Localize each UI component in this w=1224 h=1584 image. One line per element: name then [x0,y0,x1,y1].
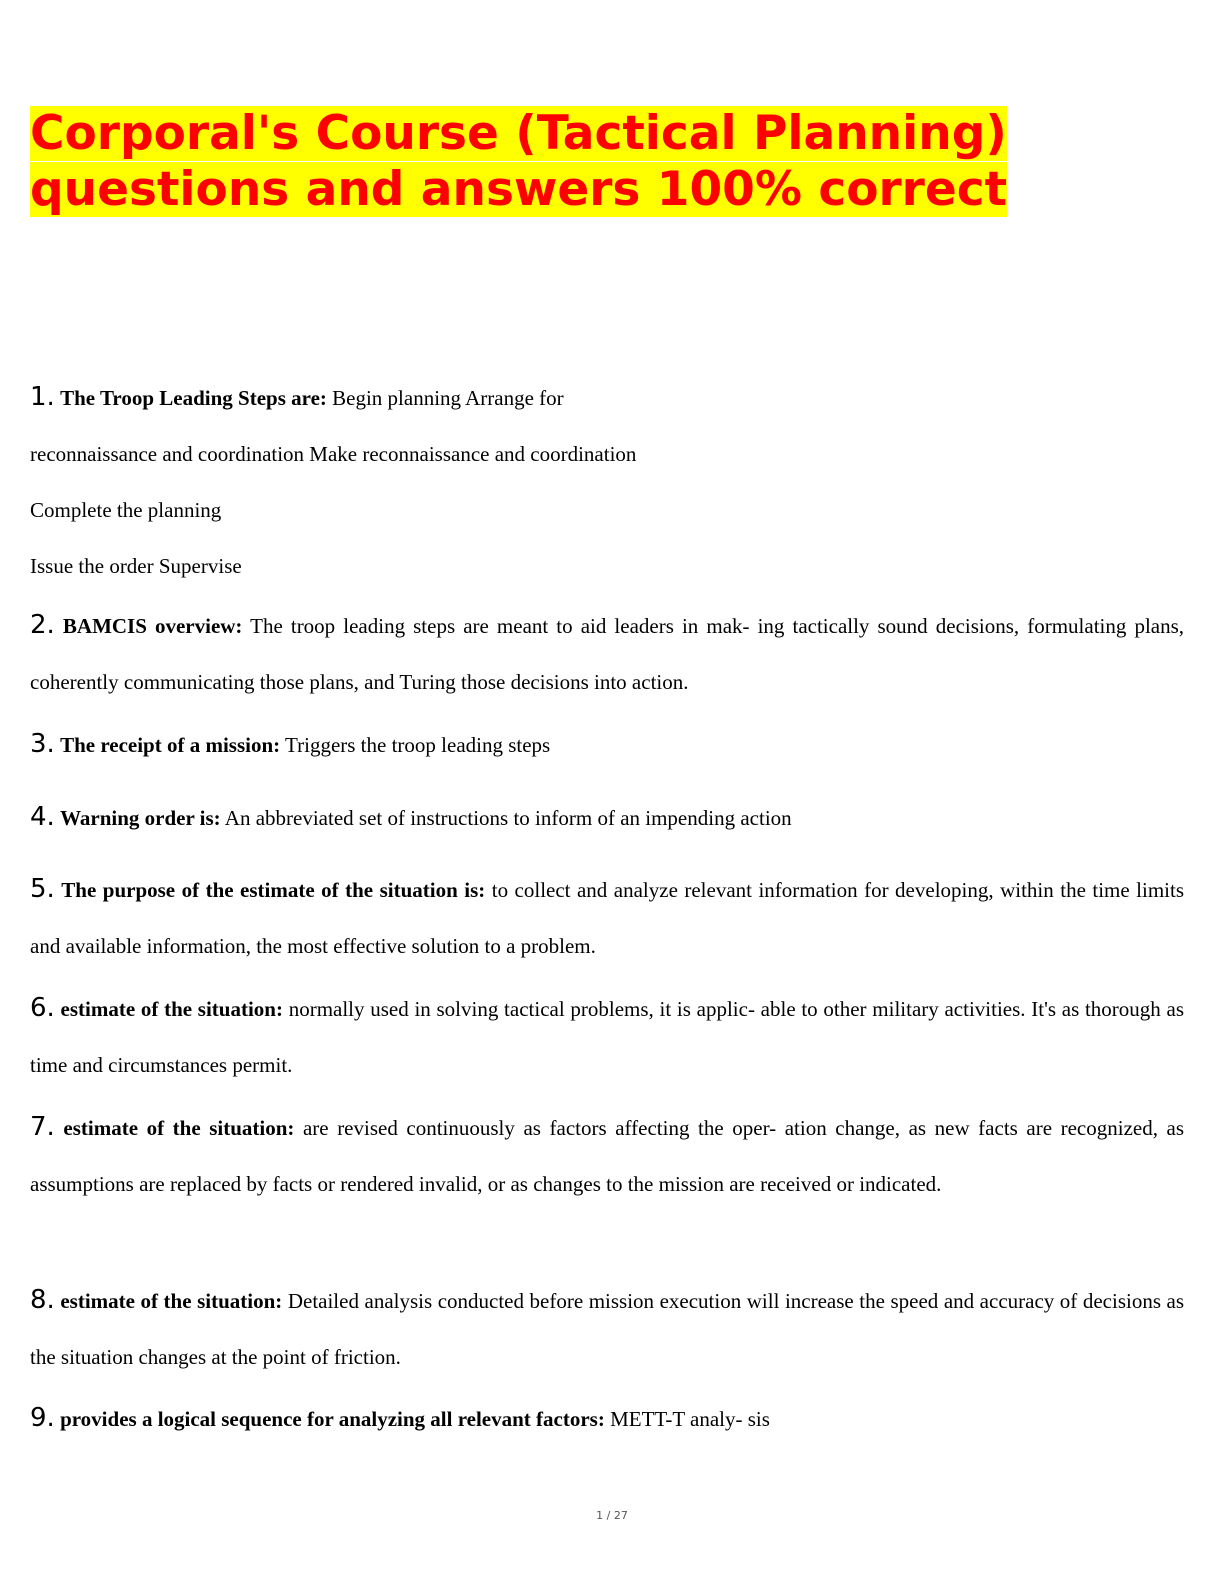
item-term: BAMCIS overview: [62,614,243,638]
item-answer: The troop leading steps are meant to aid leaders in mak- ing tactically sound decisions, formulating plans, coherently communicating those plans, and Turing those decisions into action. [30,614,1185,694]
item-term: The receipt of a mission: [60,733,281,757]
qa-item-1-line-1 [30,369,1184,426]
item-answer: METT-T analy- sis [610,1407,770,1431]
item-number: 1. [30,382,55,412]
page-title [30,106,1130,218]
item-term: Warning order is: [60,806,221,830]
item-term: estimate of the situation: [63,1116,295,1140]
qa-item-2 [30,597,1184,710]
title-line-1: Corporal's Course (Tactical Planning) [30,106,1007,161]
item-answer: normally used in solving tactical problems, it is applic- able to other military activities. It's as thorough as time and circumstances permit. [30,997,1185,1077]
item-term: estimate of the situation: [60,997,283,1021]
item-answer: to collect and analyze relevant information for developing, within the time limits and available information, the most effective solution to a problem. [30,878,1185,958]
item-answer-line: Issue the order Supervise [30,554,242,578]
title-line-2: questions and answers 100% correct [30,162,1008,217]
item-answer-line: Begin planning Arrange for [332,386,564,410]
item-answer: An abbreviated set of instructions to inform of an impending action [224,806,792,830]
item-answer-line: reconnaissance and coordination Make reconnaissance and coordination [30,442,637,466]
item-answer: are revised continuously as factors affecting the oper- ation change, as new facts are recognized, as assumptions are replaced by facts or rendered invalid, or as changes to the mission are received or indicated. [30,1116,1185,1196]
item-number: 9. [30,1403,55,1433]
item-term: provides a logical sequence for analyzing all relevant factors: [60,1407,605,1431]
qa-item-6 [30,980,1184,1093]
item-number: 5. [30,874,55,904]
qa-item-1 [30,369,1184,594]
item-answer: Triggers the troop leading steps [285,733,551,757]
qa-item-8 [30,1272,1184,1385]
qa-item-7 [30,1099,1184,1212]
page-indicator: 1 / 27 [596,1509,628,1522]
item-answer-line: Complete the planning [30,498,222,522]
qa-item-9 [30,1390,1184,1447]
item-number: 3. [30,729,55,759]
item-number: 4. [30,802,55,832]
item-number: 6. [30,993,55,1023]
item-term: estimate of the situation: [60,1289,283,1313]
item-term: The purpose of the estimate of the situation is: [61,878,486,902]
item-number: 8. [30,1285,55,1315]
item-answer: Detailed analysis conducted before mission execution will increase the speed and accuracy of decisions as the situation changes at the point of friction. [30,1289,1185,1369]
item-number: 7. [30,1112,55,1142]
item-number: 2. [30,610,55,640]
item-term: The Troop Leading Steps are: [60,386,327,410]
qa-item-3 [30,716,1184,773]
qa-item-4 [30,789,1184,846]
qa-item-5 [30,861,1184,974]
